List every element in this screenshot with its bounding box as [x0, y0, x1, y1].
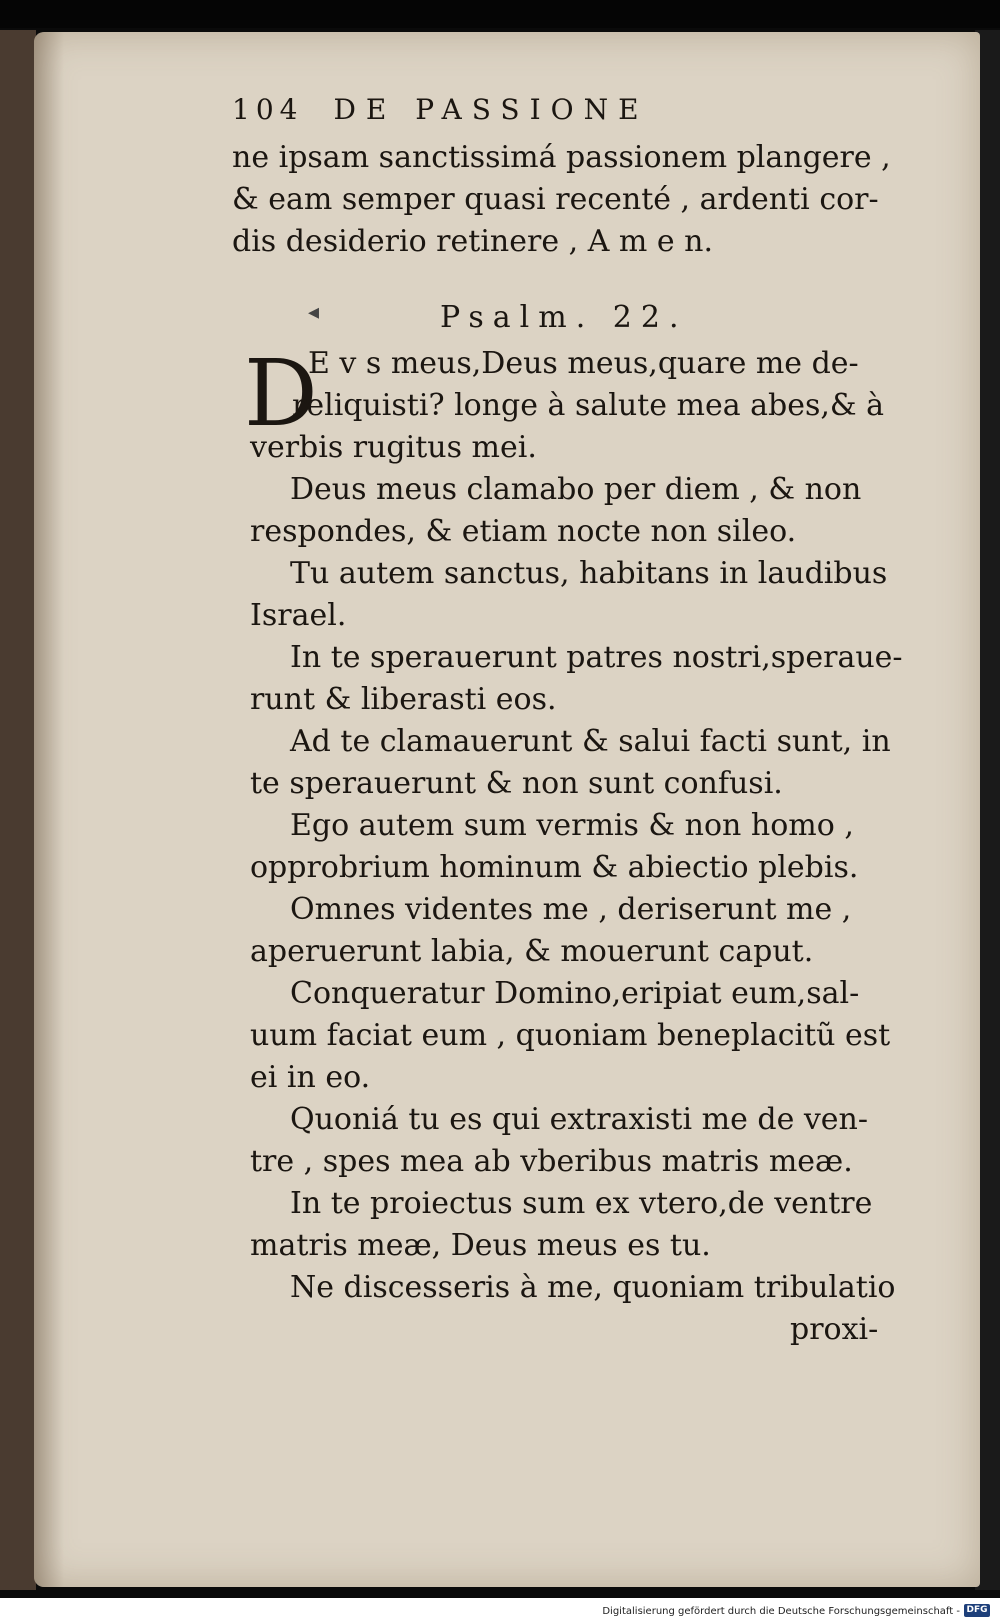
text-line: In te sperauerunt patres nostri,sperauе- — [290, 640, 903, 675]
text-line: respondes, & etiam nocte non sileo. — [250, 514, 797, 549]
text-line: verbis rugitus mei. — [250, 430, 537, 465]
footer-credit: Digitalisierung gefördert durch die Deutsche Forschungsgemeinschaft - — [602, 1606, 960, 1617]
text-line: opprobrium hominum & abiectio plebis. — [250, 850, 859, 885]
text-line: matris meæ, Deus meus es tu. — [250, 1228, 711, 1263]
drop-cap: D — [244, 340, 318, 447]
dfg-logo: DFG — [964, 1604, 990, 1617]
catchword: proxi- — [790, 1312, 879, 1347]
text-line: ei in eo. — [250, 1060, 371, 1095]
text-line: dis desiderio retinere , A m e n. — [232, 224, 714, 259]
top-bar — [0, 0, 1000, 28]
text-line: Ad te clamauerunt & salui facti sunt, in — [290, 724, 891, 759]
text-line: uum faciat eum , quoniam beneplacitũ est — [250, 1018, 891, 1053]
text-line: Tu autem sanctus, habitans in laudibus — [290, 556, 888, 591]
psalm-title: Psalm. 22. — [440, 300, 688, 335]
text-line: Israel. — [250, 598, 347, 633]
text-line: reliquisti? longe à salute mea abes,& à — [292, 388, 885, 423]
text-line: Omnes videntes me , deriserunt me , — [290, 892, 852, 927]
book-spine — [0, 30, 36, 1590]
text-line: Ego autem sum vermis & non homo , — [290, 808, 854, 843]
text-line: ne ipsam sanctissimá passionem plangere , — [232, 140, 891, 175]
text-line: Quoniá tu es qui extraxisti me de ven- — [290, 1102, 869, 1137]
text-line: tre , spes mea ab vberibus matris meæ. — [250, 1144, 853, 1179]
text-line: E v s meus,Deus meus,quare me de- — [308, 346, 859, 381]
text-line: te sperauerunt & non sunt confusi. — [250, 766, 783, 801]
text-line: runt & liberasti eos. — [250, 682, 557, 717]
ornament-icon: ◂ — [308, 300, 320, 325]
text-line: In te proiectus sum ex vtero,de ventre — [290, 1186, 873, 1221]
text-line: & eam semper quasi recenté , ardenti cor- — [232, 182, 879, 217]
text-line: Conqueratur Domino,eripiat eum,sal- — [290, 976, 860, 1011]
text-line: aperuerunt labia, & mouerunt caput. — [250, 934, 814, 969]
text-line: Ne discesseris à me, quoniam tribulatio — [290, 1270, 896, 1305]
page-number: 104 — [232, 93, 304, 126]
running-header — [232, 90, 649, 130]
text-line: Deus meus clamabo per diem , & non — [290, 472, 862, 507]
running-title: DE PASSIONE — [333, 93, 649, 126]
